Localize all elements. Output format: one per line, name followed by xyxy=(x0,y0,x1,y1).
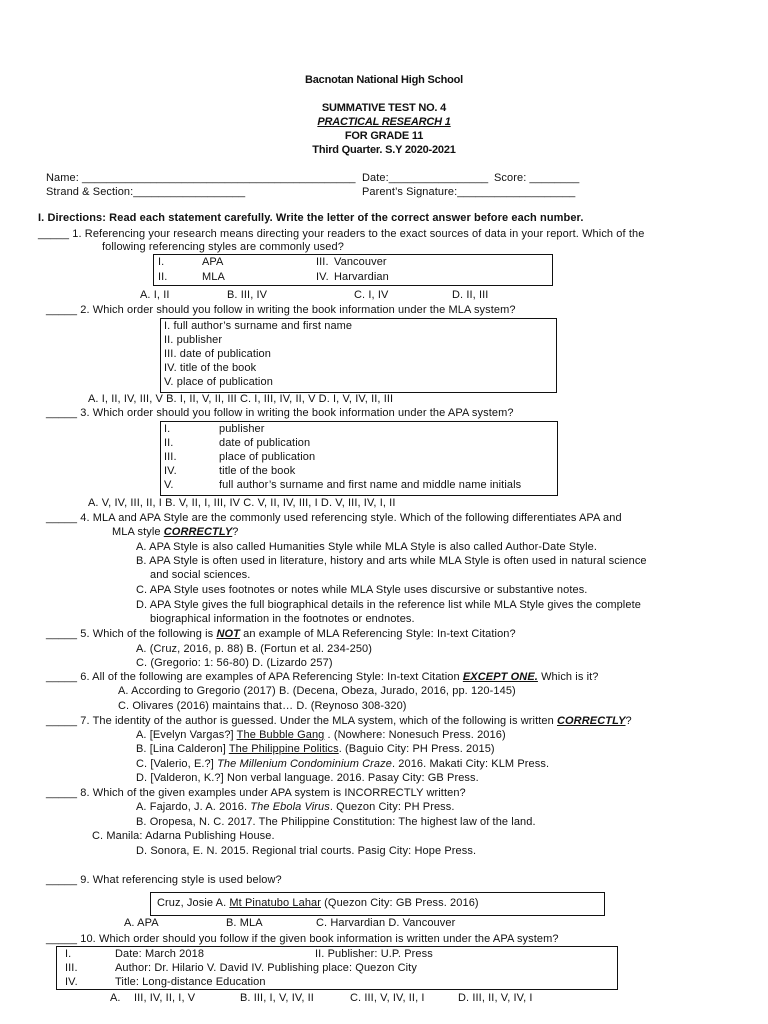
strand-field: Strand & Section:__________________ xyxy=(46,186,246,198)
q2-choices: A. I, II, IV, III, V B. I, II, V, II, III C. I, III, IV, II, V D. I, V, IV, II, III xyxy=(88,393,394,405)
q2-box xyxy=(160,318,557,393)
q3-box-item: title of the book xyxy=(219,465,296,477)
q1-box xyxy=(153,254,553,286)
school-name: Bacnotan National High School xyxy=(305,74,463,86)
q4-choice-d-cont: biographical information in the footnotes or endnotes. xyxy=(150,613,415,625)
q7-choice-c xyxy=(136,758,549,770)
quarter-label: Third Quarter. S.Y 2020-2021 xyxy=(312,144,456,156)
q4-choice-b: B. APA Style is often used in literature, history and arts while MLA Style is often used in natural science xyxy=(136,555,647,567)
q7-a-title: The Bubble Gang xyxy=(236,729,325,741)
q7-b-part: . (Baguio City: PH Press. 2015) xyxy=(338,743,495,755)
q8-a-part: . Quezon City: PH Press. xyxy=(329,801,455,813)
q7-text xyxy=(46,715,632,727)
q7-text-part: _____ 7. The identity of the author is guessed. Under the MLA system, which of the following is written xyxy=(46,715,557,727)
date-field: Date:________________ xyxy=(362,172,489,184)
q9-choice-c: C. Harvardian D. Vancouver xyxy=(316,917,456,929)
q6-choices-1: A. According to Gregorio (2017) B. (Decena, Obeza, Jurado, 2016, pp. 120-145) xyxy=(118,685,516,697)
q7-choice-b xyxy=(136,743,495,755)
q9-box xyxy=(150,892,605,916)
q5-choices-2: C. (Gregorio: 1: 56-80) D. (Lizardo 257) xyxy=(136,657,333,669)
q9-ref-part: (Quezon City: GB Press. 2016) xyxy=(321,897,479,909)
q3-box-item: place of publication xyxy=(219,451,316,463)
q1-text-cont: following referencing styles are commonly used? xyxy=(102,241,344,253)
test-title: SUMMATIVE TEST NO. 4 xyxy=(321,102,447,114)
q5-text-part: _____ 5. Which of the following is xyxy=(46,628,217,640)
q4-emphasis: CORRECTLY xyxy=(163,526,233,538)
q7-a-part: A. [Evelyn Vargas?] xyxy=(136,729,237,741)
q1-box-item: Harvardian xyxy=(334,271,389,283)
q7-c-title: The Millenium Condominium Craze xyxy=(217,758,392,770)
q10-box xyxy=(56,946,618,990)
q6-text-part: Which is it? xyxy=(537,671,599,683)
q10-box-item: Author: Dr. Hilario V. David IV. Publishing place: Quezon City xyxy=(115,962,417,974)
q8-text: _____ 8. Which of the given examples under APA system is INCORRECTLY written? xyxy=(46,787,466,799)
q5-text xyxy=(46,628,516,640)
q4-text-part: ? xyxy=(232,526,239,538)
q3-box-item: full author’s surname and first name and middle name initials xyxy=(219,479,522,491)
q10-box-item: Title: Long-distance Education xyxy=(115,976,266,988)
q1-choice-c: C. I, IV xyxy=(354,289,389,301)
parent-signature-field: Parent’s Signature:___________________ xyxy=(362,186,576,198)
q9-choice-b: B. MLA xyxy=(226,917,263,929)
q9-text: _____ 9. What referencing style is used below? xyxy=(46,874,282,886)
q7-choice-d: D. [Valderon, K.?] Non verbal language. 2016. Pasay City: GB Press. xyxy=(136,772,479,784)
q10-box-num: I. xyxy=(65,948,72,960)
q1-box-num: II. xyxy=(158,271,168,283)
q1-box-num: IV. xyxy=(316,271,329,283)
q9-ref-title: Mt Pinatubo Lahar xyxy=(229,897,322,909)
q3-box-item: publisher xyxy=(219,423,265,435)
score-field: Score: ________ xyxy=(494,172,580,184)
q8-a-part: A. Fajardo, J. A. 2016. xyxy=(136,801,251,813)
q8-a-title: The Ebola Virus xyxy=(250,801,330,813)
q7-b-part: B. [Lina Calderon] xyxy=(136,743,229,755)
q4-choice-c: C. APA Style uses footnotes or notes while MLA Style uses discursive or substantive notes. xyxy=(136,584,588,596)
q8-choice-b: B. Oropesa, N. C. 2017. The Philippine Constitution: The highest law of the land. xyxy=(136,816,536,828)
q3-box xyxy=(160,421,558,496)
q4-text: _____ 4. MLA and APA Style are the commonly used referencing style. Which of the following differentiates APA and xyxy=(46,512,622,524)
q4-choice-a: A. APA Style is also called Humanities Style while MLA Style is also called Author-Date Style. xyxy=(136,541,598,553)
q5-text-part: an example of MLA Referencing Style: In-text Citation? xyxy=(239,628,516,640)
q10-box-num: III. xyxy=(65,962,78,974)
q10-text: _____ 10. Which order should you follow if the given book information is written under the APA system? xyxy=(46,933,559,945)
q6-text-part: _____ 6. All of the following are examples of APA Referencing Style: In-text Citation xyxy=(46,671,463,683)
q4-text-part: MLA style xyxy=(112,526,164,538)
q3-box-num: IV. xyxy=(164,465,177,477)
q7-c-part: C. [Valerio, E.?] xyxy=(136,758,218,770)
q2-box-item: V. place of publication xyxy=(164,376,273,388)
q9-ref-part: Cruz, Josie A. xyxy=(157,897,230,909)
q1-choice-b: B. III, IV xyxy=(227,289,268,301)
directions: I. Directions: Read each statement carefully. Write the letter of the correct answer before each number. xyxy=(38,212,584,224)
q10-choice-c: C. III, V, IV, II, I xyxy=(350,992,425,1004)
q2-box-item: IV. title of the book xyxy=(164,362,257,374)
q4-choice-d: D. APA Style gives the full biographical details in the reference list while MLA Style gives the complete xyxy=(136,599,641,611)
q1-box-item: MLA xyxy=(202,271,225,283)
q9-choice-a: A. APA xyxy=(124,917,159,929)
q7-b-title: The Philippine Politics xyxy=(228,743,339,755)
q8-choice-c: C. Manila: Adarna Publishing House. xyxy=(92,830,275,842)
q6-choices-2: C. Olivares (2016) maintains that… D. (Reynoso 308-320) xyxy=(118,700,407,712)
q3-box-num: III. xyxy=(164,451,177,463)
q3-choices: A. V, IV, III, II, I B. V, II, I, III, IV C. V, II, IV, III, I D. V, III, IV, I, II xyxy=(88,497,396,509)
q6-emphasis: EXCEPT ONE. xyxy=(462,671,538,683)
q10-choice-b: B. III, I, V, IV, II xyxy=(240,992,314,1004)
q7-a-part: . (Nowhere: Nonesuch Press. 2016) xyxy=(324,729,506,741)
q3-box-num: II. xyxy=(164,437,174,449)
q4-text-cont xyxy=(112,526,239,538)
q10-box-item: II. Publisher: U.P. Press xyxy=(315,948,433,960)
q10-choice-a: III, IV, II, I, V xyxy=(134,992,196,1004)
q7-text-part: ? xyxy=(625,715,632,727)
q5-choices-1: A. (Cruz, 2016, p. 88) B. (Fortun et al. 234-250) xyxy=(136,643,373,655)
q7-emphasis: CORRECTLY xyxy=(556,715,626,727)
q2-text: _____ 2. Which order should you follow in writing the book information under the MLA system? xyxy=(46,304,516,316)
q8-choice-d: D. Sonora, E. N. 2015. Regional trial courts. Pasig City: Hope Press. xyxy=(136,845,477,857)
name-field: Name: ____________________________________________ xyxy=(46,172,356,184)
q5-emphasis: NOT xyxy=(216,628,240,640)
q7-choice-a xyxy=(136,729,506,741)
q10-box-item: Date: March 2018 xyxy=(115,948,205,960)
q1-choice-a: A. I, II xyxy=(140,289,170,301)
q10-box-num: IV. xyxy=(65,976,78,988)
q1-text: _____ 1. Referencing your research means directing your readers to the exact sources of data in your report. Which of the xyxy=(38,228,645,240)
q9-reference xyxy=(157,897,479,909)
q7-c-part: . 2016. Makati City: KLM Press. xyxy=(391,758,550,770)
q1-box-num: III. xyxy=(316,256,329,268)
q3-box-num: I. xyxy=(164,423,171,435)
q3-text: _____ 3. Which order should you follow in writing the book information under the APA system? xyxy=(46,407,514,419)
grade-label: FOR GRADE 11 xyxy=(344,130,424,142)
q1-box-item: Vancouver xyxy=(334,256,387,268)
q3-box-num: V. xyxy=(164,479,174,491)
q8-choice-a xyxy=(136,801,455,813)
q2-box-item: III. date of publication xyxy=(164,348,271,360)
q2-box-item: I. full author’s surname and first name xyxy=(164,320,353,332)
q10-choice-d: D. III, II, V, IV, I xyxy=(458,992,533,1004)
q4-choice-b-cont: and social sciences. xyxy=(150,569,251,581)
q1-choice-d: D. II, III xyxy=(452,289,489,301)
q1-box-num: I. xyxy=(158,256,165,268)
q2-box-item: II. publisher xyxy=(164,334,223,346)
q1-box-item: APA xyxy=(202,256,224,268)
q3-box-item: date of publication xyxy=(219,437,311,449)
subject-title: PRACTICAL RESEARCH 1 xyxy=(317,116,451,128)
q6-text xyxy=(46,671,599,683)
q10-choice-a-letter: A. xyxy=(110,992,121,1004)
